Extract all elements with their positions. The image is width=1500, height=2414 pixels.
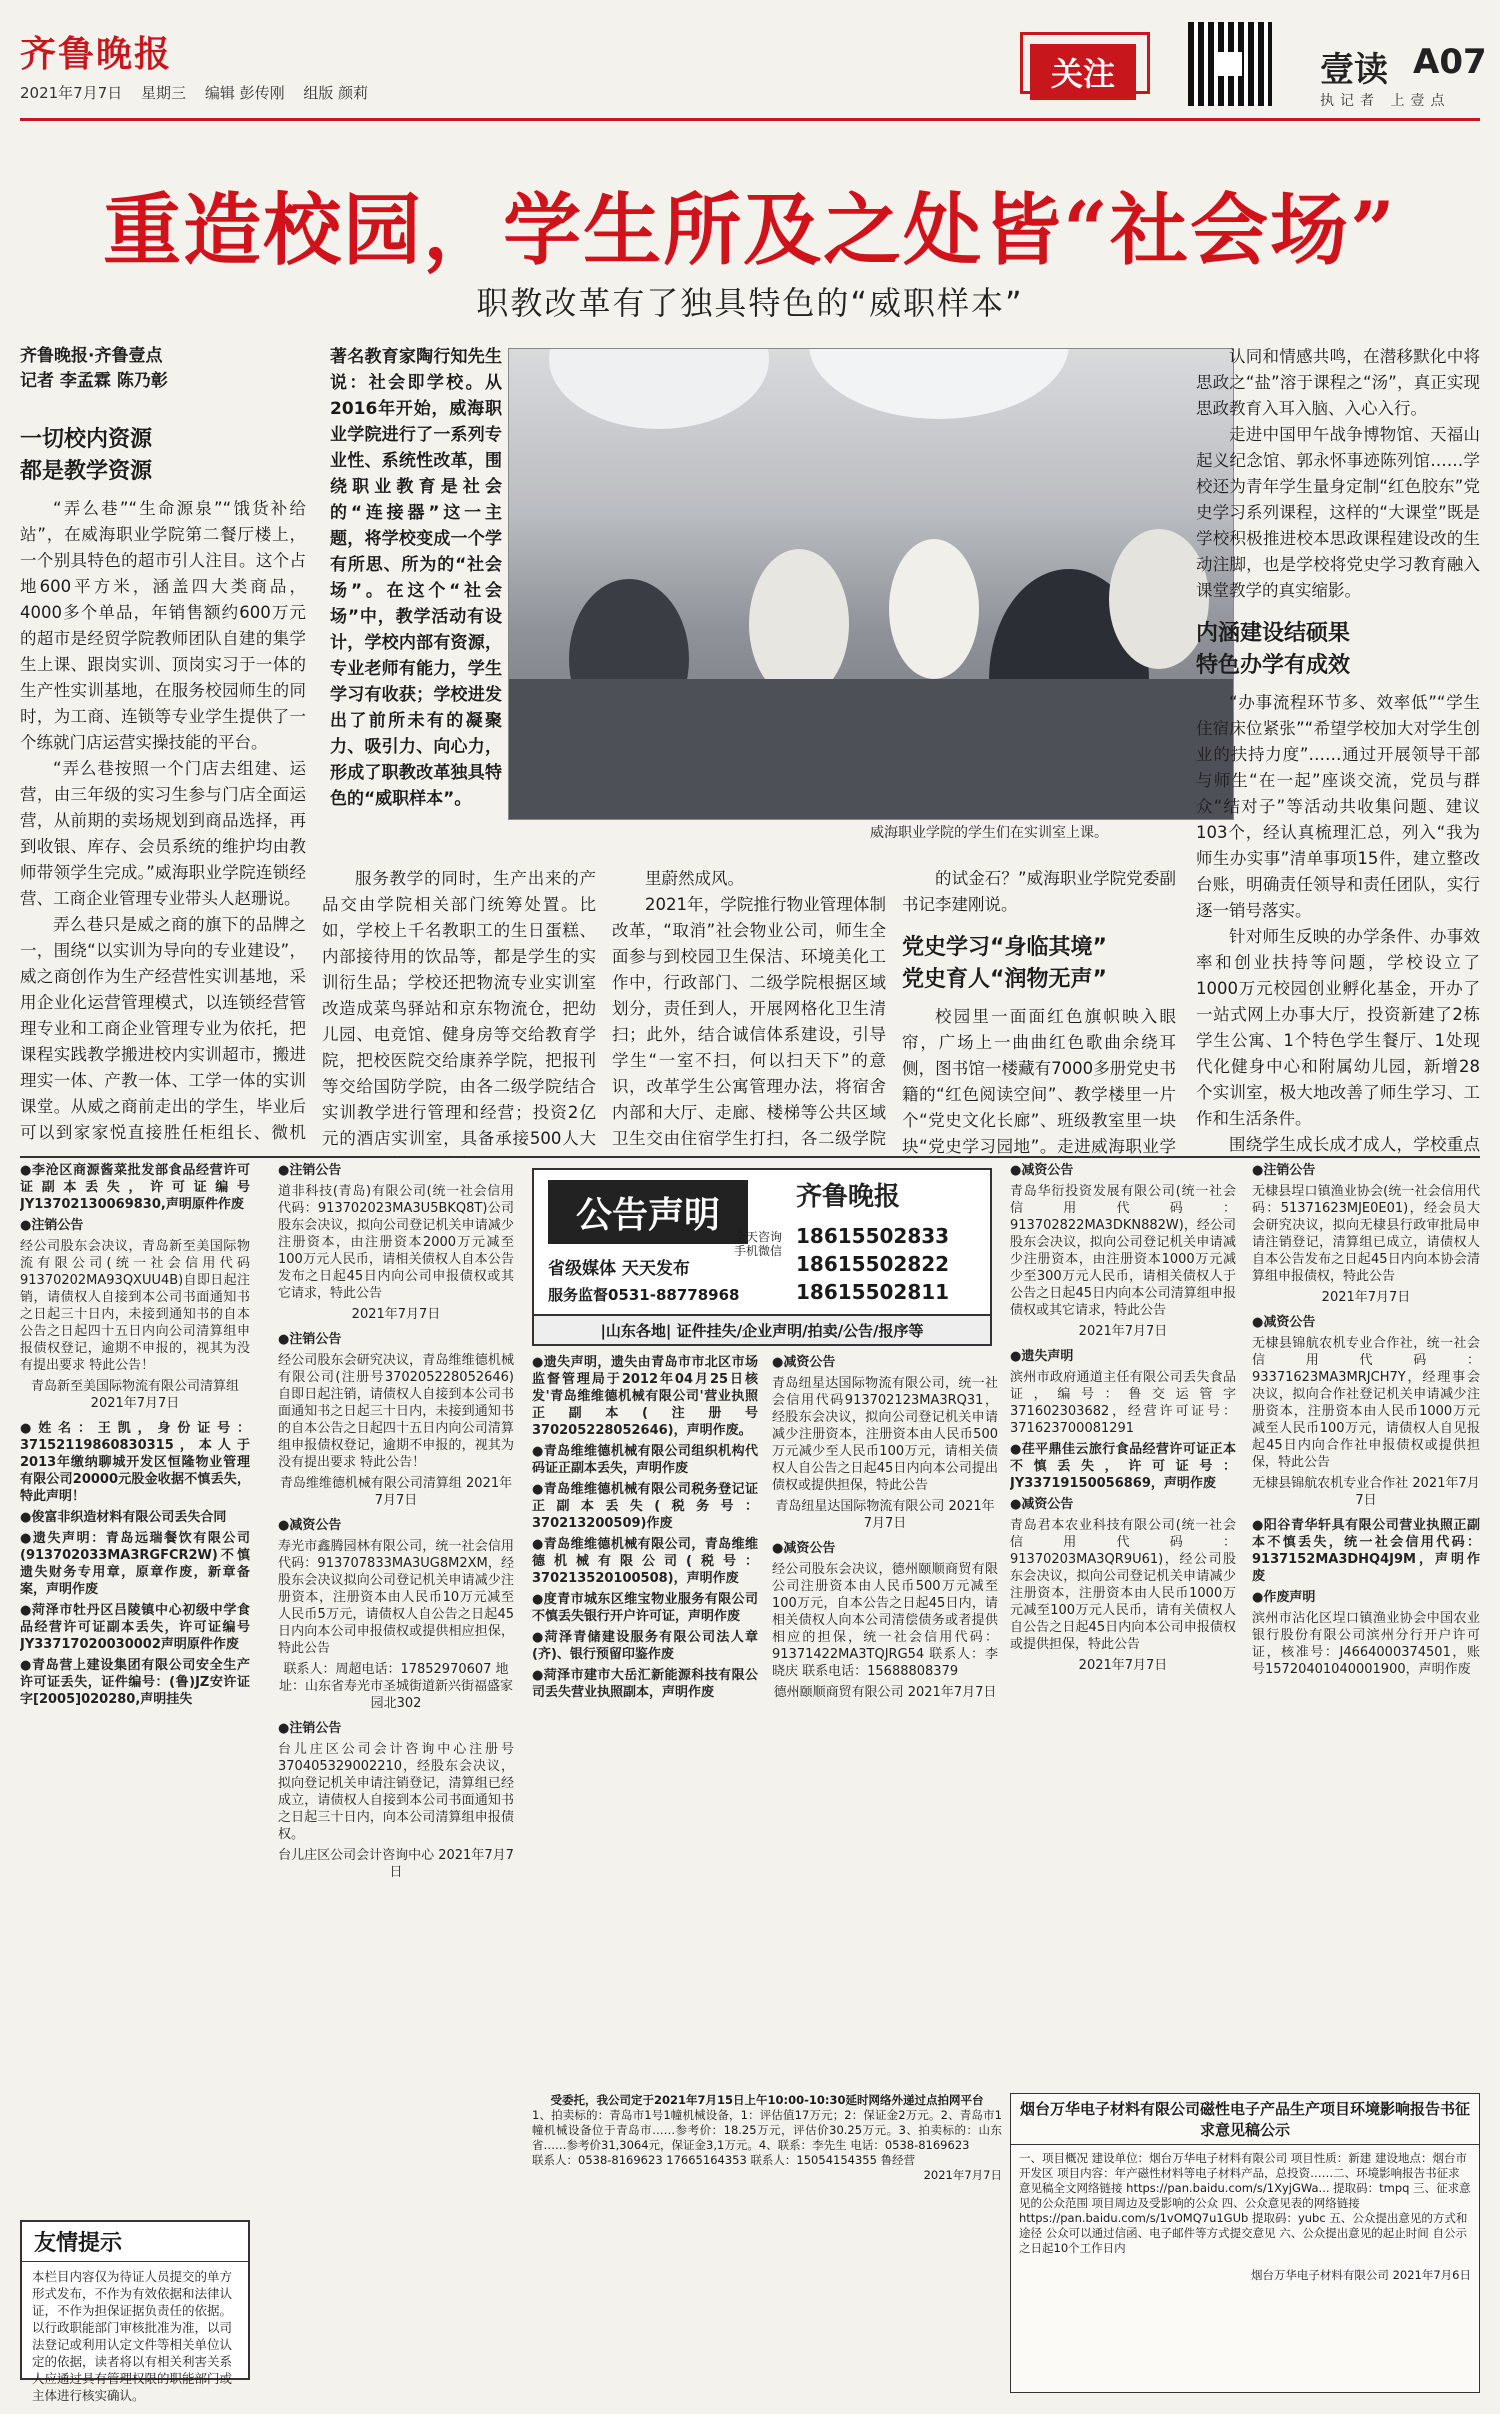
ad-heading: ●俊富非织造材料有限公司丢失合同	[20, 1510, 227, 1525]
ad-heading: ●注销公告	[278, 1721, 342, 1736]
auction-date: 2021年7月7日	[923, 2168, 1002, 2182]
ad-item	[532, 1443, 758, 1477]
ad-item	[1252, 1589, 1480, 1678]
ad-heading: ●阳谷青华轩具有限公司营业执照正副本不慎丢失，统一社会信用代码：9137152MA3DHQ4J9M，声明作废	[1252, 1518, 1480, 1584]
ad-heading: ●遗失声明	[1010, 1349, 1074, 1364]
auction-body: 1、拍卖标的：青岛市1号1幢机械设备，1：评估值17万元；2：保证金2万元。2、青岛市1幢机械设备位于青岛市……参考价：18.25万元，评估价30.25万元。3、拍卖标的：山东省……参考价31,3064元，保证金3,1万元。4、联系：李先生 电话：0538-8169623	[532, 2108, 1002, 2152]
ad-heading: ●度青市城东区维宝物业服务有限公司不慎丢失银行开户许可证，声明作废	[532, 1592, 758, 1624]
ad-heading: ●李沧区商源酱菜批发部食品经营许可证副本丢失，许可证编号JY13702130069830,声明原件作废	[20, 1163, 250, 1212]
notice-box-categories: |山东各地| 证件挂失/企业声明/拍卖/公告/报序等	[534, 1314, 990, 1344]
ad-item	[20, 1162, 250, 1213]
ad-item	[278, 1517, 514, 1712]
paragraph: 里蔚然成风。	[645, 869, 744, 888]
ad-footer: 联系人：周超电话：17852970607 地址：山东省寿光市圣城街道新兴街福盛家园北302	[278, 1662, 513, 1711]
auction-notice	[532, 2093, 1002, 2393]
ad-heading: ●作废声明	[1252, 1590, 1316, 1605]
article-column-4	[902, 866, 1176, 1156]
ad-heading: ●减资公告	[278, 1518, 342, 1533]
article-column-5	[1196, 344, 1480, 1156]
ad-heading: ●青岛维维德机械有限公司，青岛维维德机械有限公司(税号：370213520100508)，声明作废	[532, 1537, 758, 1586]
paragraph: “弄么巷”“生命源泉”“饿货补给站”，在威海职业学院第二餐厅楼上，一个别具特色的超市引人注目。这个占地600平方米，涵盖四大类商品，4000多个单品，年销售额约600万元的超市是经贸学院教师团队自建的集学生上课、跟岗实训、顶岗实习于一体的生产性实训基地，在服务校园师生的同时，为工商、连锁等专业学生提供了一个练就门店运营实操技能的平台。	[20, 499, 306, 752]
ad-item	[532, 1629, 758, 1663]
column-3-paragraphs	[612, 866, 886, 1156]
article-column-2	[322, 866, 596, 1156]
ad-body: 经公司股东会决议，青岛新至美国际物流有限公司(统一社会信用代码91370202MA93QXUU4B)自即日起注销，请债权人自接到本公司书面通知书之日起三十日内，未接到通知书的自本公告之日起四十五日内向公司清算组申报债权登记，逾期不申报的，视其为没有提出要求 特此公告！	[20, 1239, 250, 1373]
ad-item	[1010, 1441, 1236, 1492]
paragraph: 弄么巷只是威之商的旗下的品牌之一，围绕“以实训为导向的专业建设”，威之商创作为生产经营性实训基地，采用企业化运营管理模式，以连锁经营管理专业和工商企业管理专业为依托，把课程实践教学搬进校内实训超市，搬进理实一体、产教一体、工学一体的实训课堂。从威之商前走出的学生，毕业后可以到家家悦直接胜任柜组长、微机	[20, 915, 306, 1142]
page-number: A07	[1413, 42, 1487, 82]
article-column-1	[20, 344, 306, 1144]
ad-footer: 青岛新至美国际物流有限公司清算组 2021年7月7日	[30, 1379, 239, 1411]
ad-item	[1252, 1314, 1480, 1509]
env-notice-title: 烟台万华电子材料有限公司磁性电子产品生产项目环境影响报告书征求意见稿公示	[1011, 2094, 1479, 2145]
ad-body: 青岛纽星达国际物流有限公司，统一社会信用代码913702123MA3RQ31，经股东会决议，拟向公司登记机关申请减少注册资本，注册资本由人民币500万元减少至人民币100万元，请相关债权人自公告之日起45日内向本公司提出债权或提供担保，特此公告	[772, 1376, 998, 1493]
ads-column-2	[278, 1162, 514, 2082]
ad-item	[20, 1420, 250, 1505]
notice-box-side-label: 全天咨询 手机微信	[734, 1230, 783, 1258]
paragraph: “弄么巷按照一个门店去组建、运营，由三年级的实习生参与门店全面运营，从前期的卖场规划到商品选择，再到收银、库存、会员系统的维护均由教师带领学生完成。”威海职业学院连锁经营、工商企业管理专业带头人赵珊说。	[20, 759, 306, 908]
ad-body: 滨州市沾化区埕口镇渔业协会中国农业银行股份有限公司滨州分行开户许可证，核准号：J4664000374501，账号15720401040001900，声明作废	[1252, 1611, 1480, 1677]
paragraph: 2021年，学院推行物业管理体制改革，“取消”社会物业公司，师生全面参与到校园卫生保洁、环境美化工作中，行政部门、二级学院根据区域划分，责任到人，开展网格化卫生清扫；此外，结合诚信体系建设，引导学生“一室不扫，何以扫天下”的意识，改革学生公寓管理办法，将宿舍内部和大厅、走廊、楼梯等公共区域卫生交由住宿学生打扫，各二级学院	[612, 895, 886, 1148]
ads-column-4	[772, 1354, 998, 2084]
ad-body: 寿光市鑫腾园林有限公司，统一社会信用代码：913707833MA3UG8M2XM，经股东会决议拟向公司登记机关申请减少注册资本，注册资本由人民币10万元减至人民币5万元，请债权人自公告之日起45日内向本公司申报债权或提供相应担保，特此公告	[278, 1539, 514, 1656]
ad-heading: ●减资公告	[1010, 1497, 1074, 1512]
ad-item	[772, 1354, 998, 1532]
ad-heading: ●菏泽青储建设服务有限公司法人章(齐)、银行预留印鉴作废	[532, 1630, 758, 1662]
classified-ads-section	[20, 1156, 1480, 2403]
newspaper-logo: 齐鲁晚报	[20, 33, 173, 75]
ad-heading: ●荏平鼎佳云旅行食品经营许可证正本不慎丢失，许可证号：JY33719150056869，声明作废	[1010, 1442, 1236, 1491]
ad-heading: ●减资公告	[772, 1355, 836, 1370]
byline-source: 齐鲁晚报·齐鲁壹点	[20, 346, 163, 366]
notice-box-slogan: 省级媒体 天天发布	[548, 1259, 690, 1279]
ad-heading: ●减资公告	[1010, 1163, 1074, 1178]
ad-item	[1252, 1162, 1480, 1306]
ad-item	[1010, 1348, 1236, 1437]
ad-item	[532, 1591, 758, 1625]
ad-heading: ●减资公告	[1252, 1315, 1316, 1330]
ad-body: 青岛华衍投资发展有限公司(统一社会信用代码：913702822MA3DKN882W)，经公司股东会决议，拟向公司登记机关申请减少注册资本，由注册资本1000万元减少至300万元人民币，请相关债权人于公告之日起45日内向本公司清算组申报债权或其它请求，特此公告	[1010, 1184, 1236, 1318]
column-4-paragraphs-2	[902, 1004, 1176, 1156]
ad-item	[278, 1331, 514, 1509]
ad-heading: ●注销公告	[1252, 1163, 1316, 1178]
ad-heading: ●青岛营上建设集团有限公司安全生产许可证丢失，证件编号：(鲁)JZ安许证字[2005]020280,声明挂失	[20, 1658, 250, 1707]
auction-title: 受委托，我公司定于2021年7月15日上午10:00-10:30延时网络外递过点拍网平台	[550, 2093, 984, 2107]
ad-item	[1010, 1496, 1236, 1674]
ad-heading: ●注销公告	[278, 1163, 342, 1178]
column-1-paragraphs	[20, 496, 306, 1144]
paragraph: “办事流程环节多、效率低”“学生住宿床位紧张”“希望学校加大对学生创业的扶持力度”……通过开展领导干部与师生“在一起”座谈交流，党员与群众“结对子”等活动共收集问题、建议103个，经认真梳理汇总，列入“我为师生办实事”清单事项15件，建立整改台账，明确责任领导和责任团队，实行逐一销号落实。	[1196, 693, 1480, 920]
ad-body: 台儿庄区公司会计咨询中心注册号370405329002210，经股东会决议，拟向登记机关申请注销登记，清算组已经成立，请债权人自接到本公司书面通知书之日起三十日内，向本公司清算组申报债权。	[278, 1742, 514, 1842]
paragraph: 校园里一面面红色旗帜映入眼帘，广场上一曲曲红色歌曲余绕耳侧，图书馆一楼藏有7000多册党史书籍的“红色阅读空间”、教学楼里一片个“党史文化长廊”、班级教室里一块块“党史学习园地”。走进威海职业学	[902, 1007, 1176, 1156]
phone-3[interactable]: 18615502811	[796, 1280, 950, 1304]
ad-body: 无棣县锦航农机专业合作社，统一社会信用代码：93371623MA3MRJCH7Y，经理事会决议，拟向合作社登记机关申请减少注册资本，注册资本由人民币1000万元减至人民币100万元，请债权人自见报起45日内向合作社申报债权或提供担保，特此公告	[1252, 1336, 1480, 1470]
subheadline: 职教改革有了独具特色的“威职样本”	[476, 284, 1024, 322]
masthead	[20, 14, 1487, 124]
headline: 重造校园，学生所及之处皆“社会场”	[103, 185, 1397, 276]
editor: 编辑 彭传刚	[204, 84, 285, 102]
intro-lede: 著名教育家陶行知先生说：社会即学校。从2016年开始，威海职业学院进行了一系列专业性、系统性改革，围绕职业教育是社会的“连接器”这一主题，将学校变成一个学有所思、所为的“社会场”。在这个“社会场”中，教学活动有设计，学校内部有资源，专业老师有能力，学生学习有收获；学校进发出了前所未有的凝聚力、吸引力、向心力，形成了职教改革独具特色的“威职样本”。	[330, 347, 502, 809]
ad-item	[772, 1540, 998, 1701]
ad-footer: 青岛纽星达国际物流有限公司 2021年7月7日	[775, 1499, 995, 1531]
notice-box-title: 公告声明	[548, 1180, 748, 1244]
column-5-paragraphs-2	[1196, 690, 1480, 1156]
ad-heading: ●姓名：王凯，身份证号：37152119860830315，本人于2013年缴纳聊城开发区恒隆物业管理有限公司20000元股金收据不慎丢失，特此声明！	[20, 1421, 250, 1504]
ads-column-3	[532, 1354, 758, 2084]
paragraph: 服务教学的同时，生产出来的产品交由学院相关部门统筹处置。比如，学校上千名教职工的生日蛋糕、内部接待用的饮品等，都是学生的实训衍生品；学校还把物流专业实训室改造成菜鸟驿站和京东物流仓，把幼儿园、电竞馆、健身房等交给教育学院，把校医院交给康养学院，把报刊等交给国防学院，由各二级学院结合实训教学进行管理和经营；投资2亿元的酒店实训室，具备承接500人大	[322, 869, 596, 1148]
paragraph: 针对师生反映的办学条件、办事效率和创业扶持等问题，学校设立了1000万元校园创业孵化基金，开办了一站式网上办事大厅，投资新建了2栋学生公寓、1个特色学生餐厅、1处现代化健身中心和附属幼儿园，新增28个实训室，极大地改善了师生学习、工作和生活条件。	[1196, 927, 1480, 1128]
dateline	[20, 82, 382, 103]
auction-contact: 联系人：0538-8169623 17665164353 联系人：15054154355 鲁经营	[532, 2153, 916, 2167]
ad-item	[278, 1162, 514, 1323]
ad-item	[532, 1481, 758, 1532]
designer: 组版 颜莉	[303, 84, 369, 102]
paragraph: 认同和情感共鸣，在潜移默化中将思政之“盐”溶于课程之“汤”，真正实现思政教育入耳入脑、入心入行。	[1196, 347, 1480, 418]
env-notice-footer: 烟台万华电子材料有限公司 2021年7月6日	[1250, 2268, 1471, 2282]
ad-body: 道非科技(青岛)有限公司(统一社会信用代码：913702023MA3U5BKQ8T)公司股东会决议，拟向公司登记机关申请减少注册资本，由注册资本2000万元减至100万元人民币，请相关债权人自本公告发布之日起45日内向公司申报债权或其它请求，特此公告	[278, 1184, 514, 1301]
ad-item	[532, 1354, 758, 1439]
ad-footer: 2021年7月7日	[1078, 1324, 1168, 1339]
notice-advert-box	[532, 1168, 992, 1346]
article-column-3	[612, 866, 886, 1156]
phone-2[interactable]: 18615502822	[796, 1252, 950, 1276]
friendly-reminder	[20, 2220, 250, 2403]
ad-footer: 2021年7月7日	[1078, 1658, 1168, 1673]
ad-footer: 台儿庄区公司会计咨询中心 2021年7月7日	[278, 1848, 514, 1880]
date: 2021年7月7日	[20, 84, 123, 102]
ad-heading: ●青岛维维德机械有限公司税务登记证正副本丢失(税务号：370213200509)作废	[532, 1482, 758, 1531]
ad-heading: ●菏泽市牡丹区吕陵镇中心初级中学食品经营许可证副本丢失，许可证编号JY33717020030002声明原件作废	[20, 1603, 250, 1652]
ad-item	[20, 1530, 250, 1598]
ad-body: 青岛君本农业科技有限公司(统一社会信用代码：91370203MA3QR9U61)，经公司股东会决议，拟向公司登记机关申请减少注册资本，注册资本由人民币1000万元减至100万元人民币，请有关债权人自公告之日起45日内向本公司申报债权或提供担保，特此公告	[1010, 1518, 1236, 1652]
ads-column-5	[1010, 1162, 1236, 2082]
column-4-paragraphs	[902, 866, 1176, 918]
ad-heading: ●遗失声明，遗失由青岛市市北区市场监督管理局于2012年04月25日核发'青岛维维德机械有限公司'营业执照正副本(注册号370205228052646)，声明作废。	[532, 1355, 758, 1438]
notice-box-logo: 齐鲁晚报	[796, 1182, 901, 1212]
ad-body: 经公司股东会决议，德州颐顺商贸有限公司注册资本由人民币500万元减至100万元，自本公告之日起45日内，请相关债权人向本公司清偿债务或者提供相应的担保，统一社会信用代码：91371422MA3TQJRG54 联系人：李晓庆 联系电话：15688808379	[772, 1562, 998, 1679]
subhead-3: 党史学习“身临其境” 党史育人“润物无声”	[902, 935, 1107, 992]
phone-1[interactable]: 18615502833	[796, 1224, 950, 1248]
environmental-notice	[1010, 2093, 1480, 2393]
subhead-4: 内涵建设结硕果 特色办学有成效	[1196, 621, 1351, 678]
weekday: 星期三	[141, 84, 187, 102]
ad-heading: ●减资公告	[772, 1541, 836, 1556]
ad-item	[532, 1667, 758, 1701]
ad-footer: 无棣县锦航农机专业合作社 2021年7月7日	[1252, 1476, 1480, 1508]
ad-item	[20, 1217, 250, 1412]
ad-body: 滨州市政府通道主任有限公司丢失食品证，编号：鲁交运管字371602303682，经营许可证号：371623700081291	[1010, 1370, 1236, 1436]
column-2-paragraphs	[322, 866, 596, 1156]
classroom-photo	[508, 348, 1234, 820]
ad-item	[1010, 1162, 1236, 1340]
ad-item	[1252, 1517, 1480, 1585]
ad-footer: 青岛维维德机械有限公司清算组 2021年7月7日	[279, 1476, 513, 1508]
ad-item	[20, 1509, 250, 1526]
ad-footer: 2021年7月7日	[1321, 1290, 1411, 1305]
section-name: 壹读	[1320, 50, 1388, 90]
paragraph: 的试金石？”威海职业学院党委副书记李建刚说。	[902, 869, 1176, 914]
ad-heading: ●青岛维维德机械有限公司组织机构代码证正副本丢失，声明作废	[532, 1444, 758, 1476]
ad-footer: 德州颐顺商贸有限公司 2021年7月7日	[773, 1685, 997, 1700]
ad-item	[278, 1720, 514, 1881]
ad-item	[20, 1602, 250, 1653]
notice-box-hotline: 服务监督0531-88778968	[548, 1286, 740, 1304]
page-reporters: 执记者 上壹点	[1320, 93, 1451, 109]
ad-footer: 2021年7月7日	[351, 1307, 441, 1322]
ads-column-1	[20, 1162, 250, 2212]
ad-heading: ●注销公告	[20, 1218, 84, 1233]
byline-reporters: 记者 李孟霖 陈乃彰	[20, 371, 168, 391]
paragraph: 走进中国甲午战争博物馆、天福山起义纪念馆、郭永怀事迹陈列馆……学校还为青年学生量身定制“红色胶东”党史学习系列课程，这样的“大课堂”既是学校积极推进校本思政课程建设改的生动注脚，也是学校将党史学习教育融入课堂教学的真实缩影。	[1196, 425, 1480, 600]
ad-item	[20, 1657, 250, 1708]
ad-heading: ●注销公告	[278, 1332, 342, 1347]
env-notice-body: 一、项目概况 建设单位：烟台万华电子材料有限公司 项目性质：新建 建设地点：烟台市开发区 项目内容：年产磁性材料等电子材料产品，总投资……二、环境影响报告书征求意见稿全文网络链接 https://pan.baidu.com/s/1XyjGWa... 提取码：tmpq 三、征求意见的公众范围 项目周边及受影响的公众 四、公众意见表的网络链接 https://pan.baidu.com/s/1vOMQ7u1GUb 提取码：yubc 五、公众提出意见的方式和途径 公众可以通过信函、电子邮件等方式提交意见 六、公众提出意见的起止时间 自公示之日起10个工作日内	[1019, 2151, 1471, 2255]
column-5-paragraphs	[1196, 344, 1480, 604]
ad-body: 经公司股东会研究决议，青岛维维德机械有限公司(注册号370205228052646)自即日起注销，请债权人自接到本公司书面通知书之日起三十日内，未接到通知书的自本公告之日起四十五日内向公司清算组申报债权登记，逾期不申报的，视其为没有提出要求 特此公告！	[278, 1353, 514, 1470]
header-rule	[20, 118, 1480, 121]
ad-heading: ●遗失声明：青岛远瑞餐饮有限公司(913702033MA3RGFCR2W)不慎遗失财务专用章，原章作废，新章备案，声明作废	[20, 1531, 250, 1597]
reminder-title: 友情提示	[22, 2222, 248, 2262]
section-tag: 关注	[1030, 44, 1136, 100]
paragraph: 围绕学生成长成才成人，学校重点	[1229, 1135, 1480, 1154]
ads-column-6	[1252, 1162, 1480, 2082]
ad-body: 无棣县埕口镇渔业协会(统一社会信用代码：51371623MJE0E01)，经会员大会研究决议，拟向无棣县行政审批局申请注销登记，清算组已成立，请债权人自本公告发布之日起45日内向本协会清算组申报债权，特此公告	[1252, 1184, 1480, 1284]
ad-item	[532, 1536, 758, 1587]
ad-heading: ●菏泽市建市大岳汇新能源科技有限公司丢失营业执照副本，声明作废	[532, 1668, 758, 1700]
reminder-body: 本栏目内容仅为待证人员提交的单方形式发布，不作为有效依据和法律认证，不作为担保证据负责任的依据。以行政职能部门审核批准为准，以司法登记或利用认定文件等相关单位认定的依据，读者将以有相关利害关系人应通过具有管理权限的职能部门或主体进行核实确认。	[32, 2269, 233, 2403]
qr-code-icon[interactable]	[1188, 22, 1272, 106]
photo-caption: 威海职业学院的学生们在实训室上课。	[870, 825, 1108, 841]
subhead-1: 一切校内资源 都是教学资源	[20, 427, 153, 484]
